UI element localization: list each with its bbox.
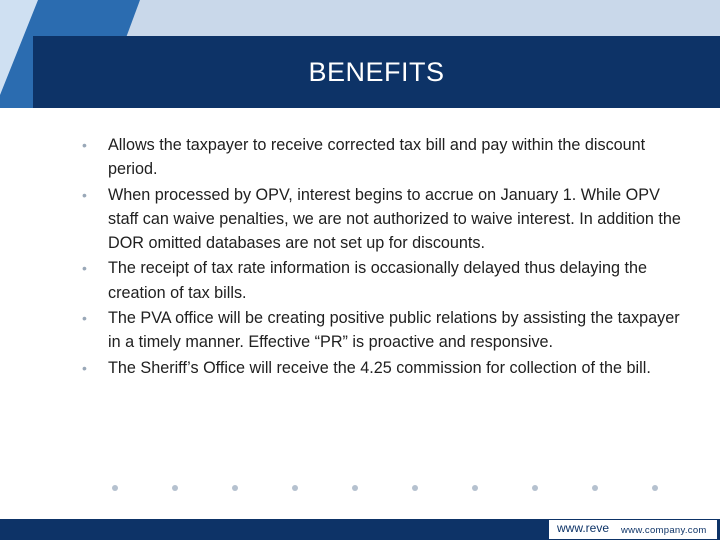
bullet-list	[80, 133, 690, 381]
decorative-dot	[292, 485, 298, 491]
bullet-text: When processed by OPV, interest begins to accrue on January 1. While OPV staff can waive penalties, we are not authorized to waive interest. In addition the DOR omitted databases are not set up for discounts.	[108, 185, 681, 253]
decorative-dot	[232, 485, 238, 491]
decorative-dot	[352, 485, 358, 491]
footer-watermark-text: www.reve	[557, 521, 610, 535]
decorative-dot	[112, 485, 118, 491]
decorative-dot	[652, 485, 658, 491]
bullet-text: The receipt of tax rate information is occasionally delayed thus delaying the creation of tax bills.	[108, 259, 647, 302]
decorative-dot	[172, 485, 178, 491]
bullet-text: Allows the taxpayer to receive corrected tax bill and pay within the discount period.	[108, 136, 646, 179]
decorative-dot	[592, 485, 598, 491]
bullet-text: The PVA office will be creating positive public relations by assisting the taxpayer in a timely manner. Effective “PR” is proactive and responsive.	[108, 309, 680, 352]
header-light-band	[120, 0, 720, 36]
bullet-item	[80, 133, 690, 182]
slide-title: BENEFITS	[308, 56, 445, 87]
bullet-marker: •	[82, 137, 87, 153]
bullet-item	[80, 183, 690, 256]
decorative-dot	[532, 485, 538, 491]
bullet-marker: •	[82, 186, 87, 203]
footer-watermark-box	[548, 519, 718, 540]
decorative-dot-row	[0, 480, 720, 496]
bullet-text: The Sheriff’s Office will receive the 4.25 commission for collection of the bill.	[108, 358, 651, 377]
bullet-marker: •	[82, 310, 87, 327]
bullet-item	[80, 256, 690, 305]
bullet-marker: •	[82, 260, 87, 277]
bullet-item	[80, 306, 690, 355]
decorative-dot	[472, 485, 478, 491]
decorative-dot	[412, 485, 418, 491]
title-bar	[33, 36, 720, 108]
bullet-marker: •	[82, 359, 87, 376]
footer-company-url: www.company.com	[621, 525, 707, 536]
bullet-item	[80, 356, 690, 380]
